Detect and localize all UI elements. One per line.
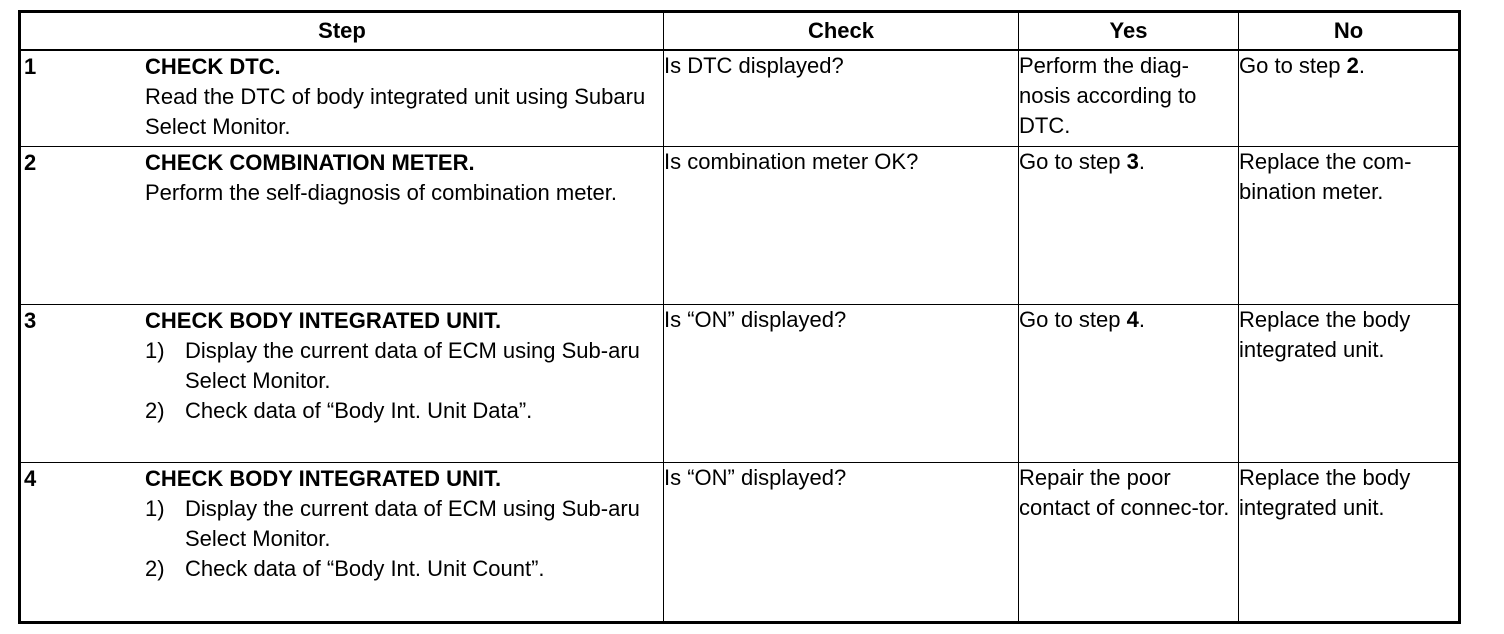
no-suffix: . bbox=[1358, 53, 1365, 78]
substep-text: Check data of “Body Int. Unit Data”. bbox=[185, 397, 533, 423]
step-number: 1 bbox=[24, 54, 37, 79]
substep-number: 2) bbox=[145, 397, 165, 423]
header-row bbox=[20, 12, 1460, 51]
step-title: CHECK DTC. bbox=[145, 54, 281, 79]
table-row bbox=[20, 50, 1460, 146]
table-row bbox=[20, 304, 1460, 462]
step-cell bbox=[20, 50, 664, 146]
table-row bbox=[20, 462, 1460, 622]
step-cell bbox=[20, 146, 664, 304]
yes-cell: Repair the poor contact of connec-tor. bbox=[1019, 462, 1239, 622]
check-cell: Is “ON” displayed? bbox=[664, 462, 1019, 622]
step-title: CHECK BODY INTEGRATED UNIT. bbox=[145, 307, 502, 333]
step-reference: 4 bbox=[1126, 306, 1139, 332]
substep-text: Display the current data of ECM using Sub-aru Select Monitor. bbox=[185, 495, 640, 551]
substep bbox=[145, 554, 657, 584]
check-cell: Is DTC displayed? bbox=[664, 50, 1019, 146]
no-cell bbox=[1239, 50, 1460, 146]
step-reference: 3 bbox=[1126, 148, 1139, 174]
header-step: Step bbox=[20, 12, 664, 51]
step-description: Perform the self-diagnosis of combination meter. bbox=[145, 179, 618, 205]
step-number: 4 bbox=[24, 465, 37, 491]
step-description: Read the DTC of body integrated unit using Subaru Select Monitor. bbox=[145, 84, 646, 139]
substep bbox=[145, 494, 657, 554]
check-cell: Is combination meter OK? bbox=[664, 146, 1019, 304]
yes-cell bbox=[1019, 146, 1239, 304]
yes-suffix: . bbox=[1138, 306, 1145, 332]
check-cell: Is “ON” displayed? bbox=[664, 304, 1019, 462]
yes-cell: Perform the diag-nosis according to DTC. bbox=[1019, 50, 1239, 146]
no-cell: Replace the com-bination meter. bbox=[1239, 146, 1460, 304]
yes-text: Go to step bbox=[1019, 306, 1127, 332]
header-yes: Yes bbox=[1019, 12, 1239, 51]
substep bbox=[145, 336, 657, 396]
step-number: 2 bbox=[24, 149, 37, 175]
header-no: No bbox=[1239, 12, 1460, 51]
step-title: CHECK COMBINATION METER. bbox=[145, 149, 475, 175]
step-title: CHECK BODY INTEGRATED UNIT. bbox=[145, 465, 502, 491]
substep-text: Display the current data of ECM using Sub-aru Select Monitor. bbox=[185, 337, 640, 393]
step-cell bbox=[20, 304, 664, 462]
substep-number: 2) bbox=[145, 555, 165, 581]
step-reference: 2 bbox=[1346, 53, 1359, 78]
yes-text: Go to step bbox=[1019, 148, 1127, 174]
yes-suffix: . bbox=[1138, 148, 1145, 174]
header-check: Check bbox=[664, 12, 1019, 51]
step-cell bbox=[20, 462, 664, 622]
substep-text: Check data of “Body Int. Unit Count”. bbox=[185, 555, 545, 581]
no-cell: Replace the body integrated unit. bbox=[1239, 462, 1460, 622]
yes-cell bbox=[1019, 304, 1239, 462]
table-row bbox=[20, 146, 1460, 304]
substep bbox=[145, 396, 657, 426]
no-text: Go to step bbox=[1239, 53, 1347, 78]
no-cell: Replace the body integrated unit. bbox=[1239, 304, 1460, 462]
diagnosis-table bbox=[18, 10, 1461, 624]
substep-number: 1) bbox=[145, 337, 165, 363]
substep-number: 1) bbox=[145, 495, 165, 521]
step-number: 3 bbox=[24, 307, 37, 333]
